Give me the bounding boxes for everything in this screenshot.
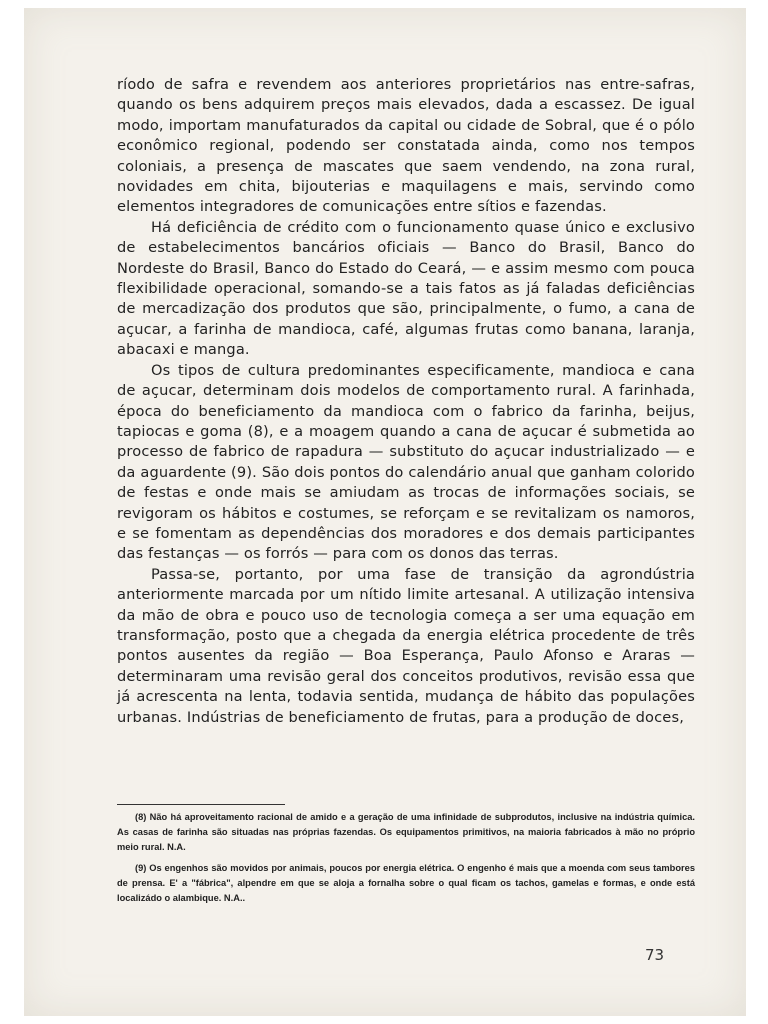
paragraph-1: ríodo de safra e revendem aos anteriores proprietários nas entre-safras, quando os bens adquirem preços mais elevados, dada a escassez. De igual modo, importam manufaturados da capital ou cidade de Sobral, que é o pólo econômico regional, podendo ser constatada ainda, como nos tempos coloniais, a presença de mascates que saem vendendo, na zona rural, novidades em chita, bijouterias e maquilagens e mais, servindo como elementos integradores de comunicações entre sítios e fazendas. <box>117 76 695 216</box>
footnote-8: (8) Não há aproveitamento racional de amido e a geração de uma infinidade de subprodutos, inclusive na indústria química. As casas de farinha são situadas nas próprias fazendas. Os equipamentos primitivos, na maioria fabricados à mão no próprio meio rural. N.A. <box>117 812 695 852</box>
footnote-9: (9) Os engenhos são movidos por animais, poucos por energia elétrica. O engenho é mais que a moenda com seus tambores de prensa. E' a "fábrica", alpendre em que se aloja a fornalha sobre o qual ficam os tachos, gamelas e formas, e onde está localizádo o alambique. N.A.. <box>117 863 695 903</box>
footnotes <box>117 810 695 912</box>
page-number: 73 <box>645 946 665 964</box>
footnote-divider <box>117 804 285 805</box>
paragraph-2: Há deficiência de crédito com o funcionamento quase único e exclusivo de estabelecimentos bancários oficiais — Banco do Brasil, Banco do Nordeste do Brasil, Banco do Estado do Ceará, — e assim mesmo com pouca flexibilidade operacional, somando-se a tais fatos as já faladas deficiências de mercadização dos produtos que são, principalmente, o fumo, a cana de açucar, a farinha de mandioca, café, algumas frutas como banana, laranja, abacaxi e manga. <box>117 218 695 359</box>
paragraph-4: Passa-se, portanto, por uma fase de transição da agrondústria anteriormente marcada por um nítido limite artesanal. A utilização intensiva da mão de obra e pouco uso de tecnologia começa a ser uma equação em transformação, posto que a chegada da energia elétrica procedente de três pontos ausentes da região — Boa Esperança, Paulo Afonso e Araras — determinaram uma revisão geral dos conceitos produtivos, revisão essa que já acrescenta na lenta, todavia sentida, mudança de hábito das populações urbanas. Indústrias de beneficiamento de frutas, para a produção de doces, <box>117 565 695 726</box>
book-page <box>24 8 746 1016</box>
main-text <box>117 75 695 728</box>
paragraph-3: Os tipos de cultura predominantes especificamente, mandioca e cana de açucar, determinam dois modelos de comportamento rural. A farinhada, época do beneficiamento da mandioca com o fabrico da farinha, beijus, tapiocas e goma (8), e a moagem quando a cana de açucar é submetida ao processo de fabrico de rapadura — substituto do açucar industrializado — e da aguardente (9). São dois pontos do calendário anual que ganham colorido de festas e onde mais se amiudam as trocas de informações sociais, se revigoram os hábitos e costumes, se reforçam e se revitalizam os namoros, e se fomentam as dependências dos moradores e dos demais participantes das festanças — os forrós — para com os donos das terras. <box>117 361 695 563</box>
